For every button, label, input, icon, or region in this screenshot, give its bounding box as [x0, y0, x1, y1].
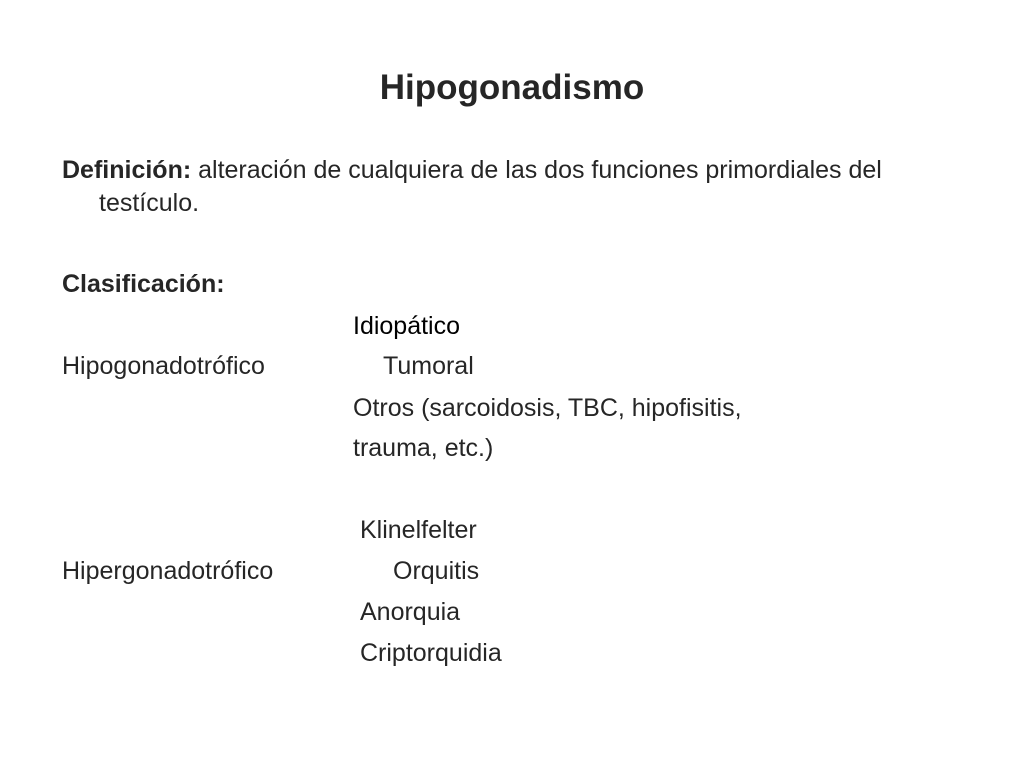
hiper-item-klinelfelter: Klinelfelter [360, 516, 477, 544]
hipo-item-idiopatico: Idiopático [353, 312, 461, 340]
hipo-item-tumoral: Tumoral [383, 352, 474, 380]
definition-paragraph [62, 154, 919, 220]
definition-text: alteración de cualquiera de las dos funciones primordiales del testículo. [99, 156, 882, 217]
hipogonadotrofico-label: Hipogonadotrófico [62, 352, 265, 380]
hipo-item-otros-cont: trauma, etc.) [353, 434, 494, 462]
hiper-item-criptorquidia: Criptorquidia [360, 639, 502, 667]
slide-title: Hipogonadismo [379, 68, 645, 107]
classification-label: Clasificación: [62, 270, 225, 298]
hipo-item-otros: Otros (sarcoidosis, TBC, hipofisitis, [353, 394, 742, 422]
definition-label: Definición: [62, 156, 192, 184]
hiper-item-anorquia: Anorquia [360, 598, 461, 626]
hipergonadotrofico-label: Hipergonadotrófico [62, 557, 274, 585]
hiper-item-orquitis: Orquitis [393, 557, 480, 585]
